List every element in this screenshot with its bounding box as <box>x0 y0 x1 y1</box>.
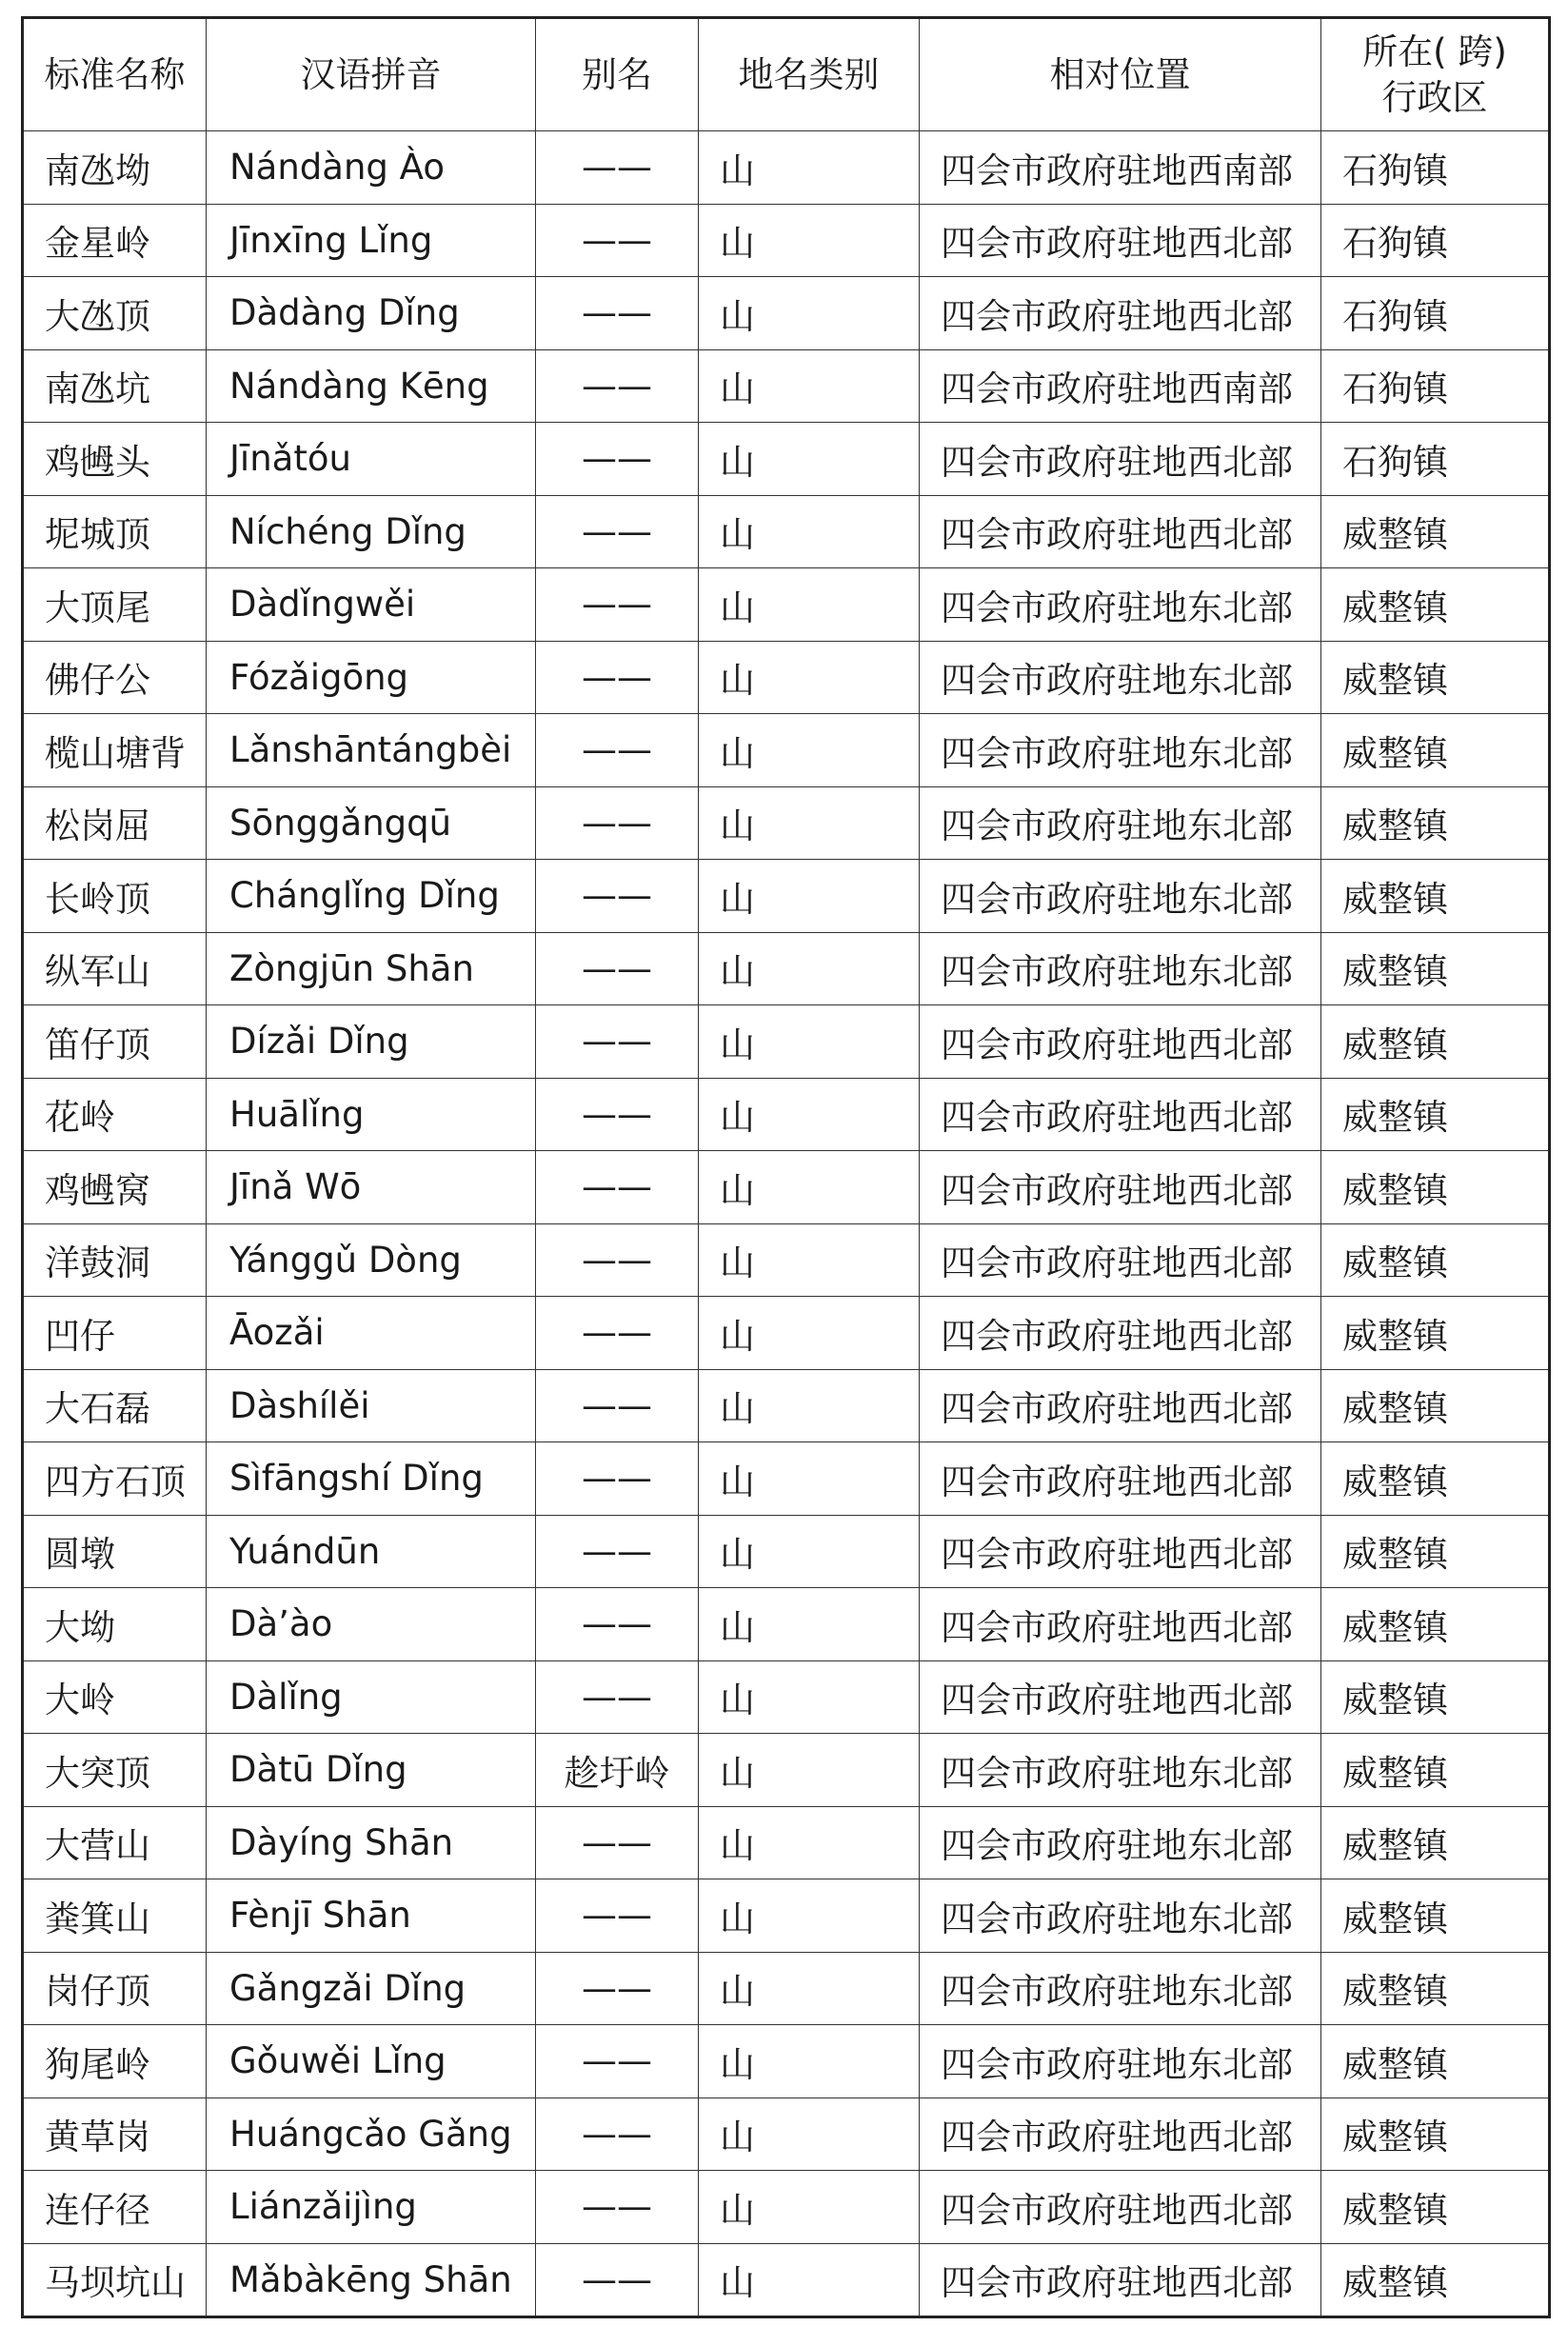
cell-standard-name: 花岭 <box>23 1078 207 1151</box>
table-row <box>23 495 1550 568</box>
cell-position: 四会市政府驻地西北部 <box>920 1660 1321 1734</box>
cell-alias: —— <box>536 714 699 787</box>
cell-district: 石狗镇 <box>1321 349 1550 423</box>
cell-category: 山 <box>699 568 920 642</box>
cell-position: 四会市政府驻地西南部 <box>920 131 1321 205</box>
cell-alias: —— <box>536 1297 699 1370</box>
cell-district: 威整镇 <box>1321 1297 1550 1370</box>
table-row <box>23 1734 1550 1807</box>
cell-category: 山 <box>699 860 920 933</box>
cell-standard-name: 凹仔 <box>23 1297 207 1370</box>
cell-standard-name: 大石磊 <box>23 1369 207 1442</box>
cell-standard-name: 黄草岗 <box>23 2097 207 2171</box>
cell-district: 石狗镇 <box>1321 423 1550 496</box>
cell-position: 四会市政府驻地西北部 <box>920 1297 1321 1370</box>
cell-category: 山 <box>699 714 920 787</box>
table-body <box>23 131 1550 2317</box>
cell-position: 四会市政府驻地东北部 <box>920 2025 1321 2098</box>
cell-pinyin: Dàdàng Dǐng <box>207 277 536 350</box>
cell-standard-name: 粪箕山 <box>23 1879 207 1953</box>
cell-alias: —— <box>536 277 699 350</box>
table-row <box>23 1005 1550 1079</box>
cell-category: 山 <box>699 277 920 350</box>
cell-category: 山 <box>699 641 920 714</box>
table-row <box>23 1515 1550 1588</box>
cell-pinyin: Lǎnshāntángbèi <box>207 714 536 787</box>
cell-category: 山 <box>699 423 920 496</box>
cell-category: 山 <box>699 1151 920 1224</box>
cell-position: 四会市政府驻地西北部 <box>920 1369 1321 1442</box>
cell-category: 山 <box>699 1515 920 1588</box>
cell-district: 威整镇 <box>1321 1734 1550 1807</box>
cell-position: 四会市政府驻地西北部 <box>920 495 1321 568</box>
cell-pinyin: Dàdǐngwěi <box>207 568 536 642</box>
cell-position: 四会市政府驻地东北部 <box>920 641 1321 714</box>
cell-district: 威整镇 <box>1321 1515 1550 1588</box>
cell-alias: —— <box>536 2171 699 2244</box>
table-row <box>23 423 1550 496</box>
cell-alias: —— <box>536 1515 699 1588</box>
cell-alias: 趁圩岭 <box>536 1734 699 1807</box>
cell-category: 山 <box>699 1588 920 1661</box>
cell-position: 四会市政府驻地西北部 <box>920 204 1321 277</box>
cell-pinyin: Dàyíng Shān <box>207 1806 536 1879</box>
cell-standard-name: 岗仔顶 <box>23 1952 207 2025</box>
table-row <box>23 2025 1550 2098</box>
cell-district: 威整镇 <box>1321 1005 1550 1079</box>
cell-district: 威整镇 <box>1321 1660 1550 1734</box>
cell-alias: —— <box>536 1078 699 1151</box>
cell-position: 四会市政府驻地西北部 <box>920 1005 1321 1079</box>
cell-position: 四会市政府驻地西北部 <box>920 1515 1321 1588</box>
cell-position: 四会市政府驻地西北部 <box>920 2097 1321 2171</box>
header-standard-name: 标准名称 <box>23 18 207 131</box>
cell-district: 威整镇 <box>1321 1078 1550 1151</box>
cell-position: 四会市政府驻地西北部 <box>920 2243 1321 2317</box>
cell-position: 四会市政府驻地东北部 <box>920 786 1321 860</box>
cell-standard-name: 金星岭 <box>23 204 207 277</box>
cell-category: 山 <box>699 1223 920 1297</box>
header-district <box>1321 18 1550 131</box>
cell-category: 山 <box>699 131 920 205</box>
cell-alias: —— <box>536 1806 699 1879</box>
cell-pinyin: Zòngjūn Shān <box>207 932 536 1005</box>
cell-district: 威整镇 <box>1321 1151 1550 1224</box>
cell-alias: —— <box>536 932 699 1005</box>
cell-pinyin: Āozǎi <box>207 1297 536 1370</box>
cell-district: 威整镇 <box>1321 1369 1550 1442</box>
cell-category: 山 <box>699 1879 920 1953</box>
cell-pinyin: Jīnǎtóu <box>207 423 536 496</box>
table-row <box>23 1223 1550 1297</box>
cell-pinyin: Liánzǎijìng <box>207 2171 536 2244</box>
cell-standard-name: 佛仔公 <box>23 641 207 714</box>
cell-position: 四会市政府驻地东北部 <box>920 1734 1321 1807</box>
cell-pinyin: Fènjī Shān <box>207 1879 536 1953</box>
cell-alias: —— <box>536 1005 699 1079</box>
cell-category: 山 <box>699 2025 920 2098</box>
cell-standard-name: 南氹坳 <box>23 131 207 205</box>
header-row <box>23 18 1550 131</box>
cell-alias: —— <box>536 204 699 277</box>
cell-category: 山 <box>699 2171 920 2244</box>
cell-pinyin: Chánglǐng Dǐng <box>207 860 536 933</box>
cell-category: 山 <box>699 1806 920 1879</box>
cell-alias: —— <box>536 1660 699 1734</box>
cell-pinyin: Jīnxīng Lǐng <box>207 204 536 277</box>
cell-standard-name: 坭城顶 <box>23 495 207 568</box>
cell-category: 山 <box>699 786 920 860</box>
header-district-line1: 所在( 跨) <box>1362 30 1507 72</box>
cell-alias: —— <box>536 495 699 568</box>
cell-district: 威整镇 <box>1321 786 1550 860</box>
cell-district: 威整镇 <box>1321 2097 1550 2171</box>
cell-pinyin: Níchéng Dǐng <box>207 495 536 568</box>
cell-pinyin: Dàshílěi <box>207 1369 536 1442</box>
cell-alias: —— <box>536 349 699 423</box>
cell-position: 四会市政府驻地东北部 <box>920 1806 1321 1879</box>
cell-district: 威整镇 <box>1321 495 1550 568</box>
cell-alias: —— <box>536 2097 699 2171</box>
table-row <box>23 2171 1550 2244</box>
cell-district: 威整镇 <box>1321 1442 1550 1516</box>
cell-standard-name: 鸡乸窝 <box>23 1151 207 1224</box>
cell-category: 山 <box>699 932 920 1005</box>
cell-district: 威整镇 <box>1321 932 1550 1005</box>
cell-position: 四会市政府驻地西北部 <box>920 1223 1321 1297</box>
table-row <box>23 860 1550 933</box>
cell-alias: —— <box>536 1223 699 1297</box>
cell-category: 山 <box>699 1734 920 1807</box>
cell-pinyin: Huángcǎo Gǎng <box>207 2097 536 2171</box>
cell-position: 四会市政府驻地西南部 <box>920 349 1321 423</box>
cell-district: 威整镇 <box>1321 568 1550 642</box>
cell-alias: —— <box>536 2025 699 2098</box>
cell-alias: —— <box>536 786 699 860</box>
cell-pinyin: Gǎngzǎi Dǐng <box>207 1952 536 2025</box>
cell-standard-name: 笛仔顶 <box>23 1005 207 1079</box>
cell-district: 石狗镇 <box>1321 277 1550 350</box>
cell-position: 四会市政府驻地西北部 <box>920 277 1321 350</box>
cell-standard-name: 四方石顶 <box>23 1442 207 1516</box>
table-row <box>23 204 1550 277</box>
cell-standard-name: 大顶尾 <box>23 568 207 642</box>
cell-standard-name: 大氹顶 <box>23 277 207 350</box>
cell-district: 威整镇 <box>1321 860 1550 933</box>
cell-alias: —— <box>536 1952 699 2025</box>
cell-alias: —— <box>536 423 699 496</box>
cell-district: 威整镇 <box>1321 2243 1550 2317</box>
cell-position: 四会市政府驻地东北部 <box>920 932 1321 1005</box>
cell-district: 威整镇 <box>1321 1952 1550 2025</box>
cell-category: 山 <box>699 204 920 277</box>
table-row <box>23 1879 1550 1953</box>
table-row <box>23 1297 1550 1370</box>
cell-district: 威整镇 <box>1321 641 1550 714</box>
cell-district: 威整镇 <box>1321 714 1550 787</box>
cell-pinyin: Mǎbàkēng Shān <box>207 2243 536 2317</box>
cell-district: 威整镇 <box>1321 1806 1550 1879</box>
cell-position: 四会市政府驻地西北部 <box>920 1442 1321 1516</box>
cell-pinyin: Huālǐng <box>207 1078 536 1151</box>
cell-category: 山 <box>699 1369 920 1442</box>
cell-standard-name: 洋鼓洞 <box>23 1223 207 1297</box>
cell-pinyin: Yuándūn <box>207 1515 536 1588</box>
cell-position: 四会市政府驻地西北部 <box>920 1078 1321 1151</box>
cell-standard-name: 纵军山 <box>23 932 207 1005</box>
table-row <box>23 568 1550 642</box>
cell-district: 威整镇 <box>1321 2025 1550 2098</box>
cell-standard-name: 连仔径 <box>23 2171 207 2244</box>
table-row <box>23 1806 1550 1879</box>
table-row <box>23 932 1550 1005</box>
cell-alias: —— <box>536 860 699 933</box>
cell-category: 山 <box>699 2097 920 2171</box>
table-row <box>23 1588 1550 1661</box>
cell-position: 四会市政府驻地西北部 <box>920 423 1321 496</box>
cell-pinyin: Jīnǎ Wō <box>207 1151 536 1224</box>
cell-pinyin: Nándàng Ào <box>207 131 536 205</box>
cell-category: 山 <box>699 1660 920 1734</box>
cell-pinyin: Gǒuwěi Lǐng <box>207 2025 536 2098</box>
cell-category: 山 <box>699 495 920 568</box>
header-position: 相对位置 <box>920 18 1321 131</box>
cell-position: 四会市政府驻地西北部 <box>920 1588 1321 1661</box>
cell-district: 威整镇 <box>1321 1223 1550 1297</box>
cell-district: 威整镇 <box>1321 1588 1550 1661</box>
table-row <box>23 2243 1550 2317</box>
cell-position: 四会市政府驻地东北部 <box>920 714 1321 787</box>
cell-alias: —— <box>536 131 699 205</box>
cell-position: 四会市政府驻地东北部 <box>920 1952 1321 2025</box>
cell-standard-name: 榄山塘背 <box>23 714 207 787</box>
cell-pinyin: Fózǎigōng <box>207 641 536 714</box>
place-names-table <box>21 16 1551 2318</box>
table-row <box>23 1151 1550 1224</box>
table-row <box>23 1660 1550 1734</box>
cell-district: 威整镇 <box>1321 2171 1550 2244</box>
cell-category: 山 <box>699 1442 920 1516</box>
cell-alias: —— <box>536 1588 699 1661</box>
cell-pinyin: Dà’ào <box>207 1588 536 1661</box>
header-district-line2: 行政区 <box>1381 76 1488 118</box>
cell-position: 四会市政府驻地东北部 <box>920 568 1321 642</box>
header-pinyin: 汉语拼音 <box>207 18 536 131</box>
cell-standard-name: 大坳 <box>23 1588 207 1661</box>
table-row <box>23 277 1550 350</box>
cell-standard-name: 大营山 <box>23 1806 207 1879</box>
cell-category: 山 <box>699 1297 920 1370</box>
cell-position: 四会市政府驻地东北部 <box>920 860 1321 933</box>
cell-pinyin: Nándàng Kēng <box>207 349 536 423</box>
cell-category: 山 <box>699 2243 920 2317</box>
cell-category: 山 <box>699 349 920 423</box>
table-row <box>23 641 1550 714</box>
cell-alias: —— <box>536 641 699 714</box>
table-row <box>23 349 1550 423</box>
cell-position: 四会市政府驻地东北部 <box>920 1879 1321 1953</box>
cell-pinyin: Dàlǐng <box>207 1660 536 1734</box>
cell-standard-name: 鸡乸头 <box>23 423 207 496</box>
cell-category: 山 <box>699 1078 920 1151</box>
cell-category: 山 <box>699 1952 920 2025</box>
cell-pinyin: Yánggǔ Dòng <box>207 1223 536 1297</box>
cell-standard-name: 马坝坑山 <box>23 2243 207 2317</box>
cell-alias: —— <box>536 1369 699 1442</box>
header-category: 地名类别 <box>699 18 920 131</box>
cell-standard-name: 圆墩 <box>23 1515 207 1588</box>
cell-alias: —— <box>536 1151 699 1224</box>
table-row <box>23 131 1550 205</box>
cell-alias: —— <box>536 2243 699 2317</box>
cell-pinyin: Dízǎi Dǐng <box>207 1005 536 1079</box>
cell-category: 山 <box>699 1005 920 1079</box>
table-row <box>23 1442 1550 1516</box>
cell-position: 四会市政府驻地西北部 <box>920 1151 1321 1224</box>
cell-pinyin: Sōnggǎngqū <box>207 786 536 860</box>
cell-alias: —— <box>536 1879 699 1953</box>
table-row <box>23 786 1550 860</box>
cell-district: 石狗镇 <box>1321 204 1550 277</box>
cell-alias: —— <box>536 568 699 642</box>
cell-alias: —— <box>536 1442 699 1516</box>
header-alias: 别名 <box>536 18 699 131</box>
cell-pinyin: Sìfāngshí Dǐng <box>207 1442 536 1516</box>
cell-standard-name: 大突顶 <box>23 1734 207 1807</box>
table-row <box>23 714 1550 787</box>
cell-standard-name: 大岭 <box>23 1660 207 1734</box>
cell-position: 四会市政府驻地西北部 <box>920 2171 1321 2244</box>
cell-standard-name: 长岭顶 <box>23 860 207 933</box>
table-row <box>23 1952 1550 2025</box>
cell-standard-name: 狗尾岭 <box>23 2025 207 2098</box>
cell-pinyin: Dàtū Dǐng <box>207 1734 536 1807</box>
cell-standard-name: 松岗屈 <box>23 786 207 860</box>
cell-district: 威整镇 <box>1321 1879 1550 1953</box>
cell-district: 石狗镇 <box>1321 131 1550 205</box>
table-row <box>23 2097 1550 2171</box>
table-row <box>23 1369 1550 1442</box>
table-row <box>23 1078 1550 1151</box>
cell-standard-name: 南氹坑 <box>23 349 207 423</box>
